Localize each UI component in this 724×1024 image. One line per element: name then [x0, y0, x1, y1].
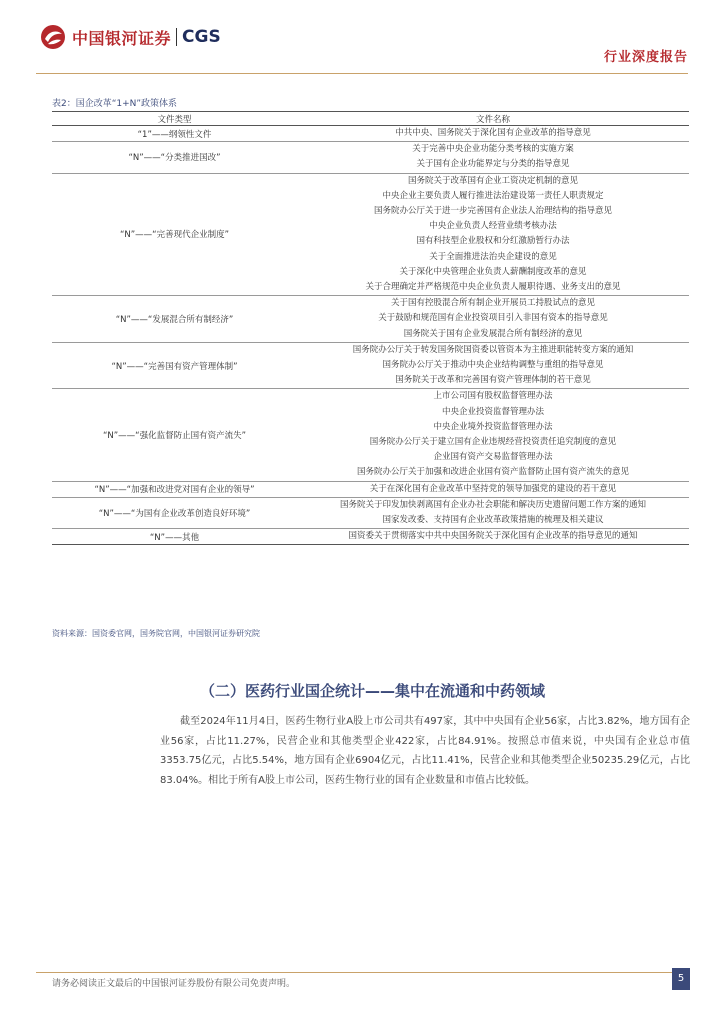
table-caption: 表2：国企改革“1+N”政策体系 — [52, 99, 178, 109]
document-name-cell: 国务院办公厅关于进一步完善国有企业法人治理结构的指导意见 — [373, 206, 612, 217]
document-name-cell: 中央企业境外投资监督管理办法 — [433, 421, 553, 432]
footer-disclaimer: 请务必阅读正文最后的中国银河证券股份有限公司免责声明。 — [52, 979, 296, 989]
logo-cgs: CGS — [182, 27, 221, 47]
document-name-cell: 关于国有企业功能界定与分类的指导意见 — [416, 159, 570, 170]
table-row — [52, 529, 689, 545]
table-row — [52, 173, 689, 189]
document-name-cell: 关于深化中央管理企业负责人薪酬制度改革的意见 — [399, 266, 587, 277]
document-name-cell: 中共中央、国务院关于深化国有企业改革的指导意见 — [395, 128, 591, 138]
table-header-row — [52, 112, 689, 126]
table-row — [52, 389, 689, 405]
document-type-cell: “N”——“发展混合所有制经济” — [52, 296, 297, 343]
document-name-cell: 国务院关于改革和完善国有资产管理体制的若干意见 — [395, 375, 591, 386]
document-name-cell: 国务院关于国有企业发展混合所有制经济的意见 — [403, 328, 583, 339]
table-source: 资料来源：国资委官网，国务院官网，中国银河证券研究院 — [52, 629, 260, 638]
document-name-cell: 关于鼓励和规范国有企业投资项目引入非国有资本的指导意见 — [378, 313, 608, 324]
page-header — [0, 0, 724, 80]
document-type-cell: “N”——“完善国有资产管理体制” — [52, 342, 297, 389]
document-type-cell: “N”——“为国有企业改革创造良好环境” — [52, 497, 297, 528]
document-name-cell: 国务院办公厅关于转发国务院国资委以管资本为主推进职能转变方案的通知 — [297, 342, 689, 358]
document-name-cell: 企业国有资产交易监督管理办法 — [433, 452, 553, 463]
document-name-cell: 国资委关于贯彻落实中共中央国务院关于深化国有企业改革的指导意见的通知 — [297, 529, 689, 545]
page-number: 5 — [672, 968, 690, 990]
document-name-cell: 国务院关于改革国有企业工资决定机制的意见 — [297, 173, 689, 189]
document-name-cell: 关于国有控股混合所有制企业开展员工持股试点的意见 — [297, 296, 689, 312]
document-name-cell: 国务院办公厅关于建立国有企业违规经营投资责任追究制度的意见 — [369, 437, 617, 448]
logo-separator — [176, 28, 177, 46]
document-name-cell: 关于全面推进法治央企建设的意见 — [429, 251, 557, 262]
document-type-cell: “1”——纲领性文件 — [137, 129, 212, 140]
document-type-cell: “N”——“加强和改进党对国有企业的领导” — [52, 481, 297, 497]
column-header-name: 文件名称 — [297, 112, 689, 126]
document-type-cell: “N”——“完善现代企业制度” — [52, 173, 297, 296]
document-type-cell: “N”——“分类推进国改” — [52, 142, 297, 173]
policy-table — [52, 111, 689, 545]
column-header-type: 文件类型 — [52, 112, 297, 126]
body-paragraph: 截至2024年11月4日，医药生物行业A股上市公司共有497家，其中中央国有企业56家，占比3.82%，地方国有企业56家，占比11.27%，民营企业和其他类型企业422家，占比84.91%。按照总市值来说，中央国有企业总市值3353.75亿元，占比5.54%，地方国有企业6904亿元，占比11.41%，民营企业和其他类型企业50235.29亿元，占比83.04%。相比于所有A股上市公司，医药生物行业的国有企业数量和市值占比较低。 — [160, 716, 690, 786]
table-row — [52, 296, 689, 312]
document-name-cell: 中央企业主要负责人履行推进法治建设第一责任人职责规定 — [382, 190, 604, 201]
table-body — [52, 126, 689, 545]
section-title: （二）医药行业国企统计——集中在流通和中药领域 — [200, 682, 546, 700]
document-name-cell: 国务院办公厅关于推动中央企业结构调整与重组的指导意见 — [382, 360, 604, 371]
report-type: 行业深度报告 — [603, 50, 688, 65]
table-row — [52, 142, 689, 158]
document-name-cell: 国家发改委、支持国有企业改革政策措施的梳理及相关建议 — [382, 515, 604, 526]
document-name-cell: 国务院关于印发加快剥离国有企业办社会职能和解决历史遗留问题工作方案的通知 — [297, 497, 689, 513]
document-name-cell: 关于合理确定并严格规范中央企业负责人履职待遇、业务支出的意见 — [365, 282, 621, 293]
document-name-cell: 国有科技型企业股权和分红激励暂行办法 — [416, 236, 570, 247]
table-row — [52, 342, 689, 358]
footer-divider — [36, 972, 688, 973]
table-row — [52, 481, 689, 497]
table-row — [52, 126, 689, 142]
table-row — [52, 497, 689, 513]
document-name-cell: 国务院办公厅关于加强和改进企业国有资产监督防止国有资产流失的意见 — [356, 467, 629, 478]
document-type-cell: “N”——其他 — [52, 529, 297, 545]
document-type-cell: “N”——“强化监督防止国有资产流失” — [52, 389, 297, 481]
document-name-cell: 关于在深化国有企业改革中坚持党的领导加强党的建设的若干意见 — [297, 481, 689, 497]
document-name-cell: 中央企业投资监督管理办法 — [441, 406, 544, 417]
document-name-cell: 关于完善中央企业功能分类考核的实施方案 — [297, 142, 689, 158]
document-name-cell: 上市公司国有股权监督管理办法 — [297, 389, 689, 405]
galaxy-logo-icon — [40, 24, 66, 50]
document-name-cell: 中央企业负责人经营业绩考核办法 — [429, 221, 557, 232]
logo-text: 中国银河证券 — [72, 28, 172, 48]
company-logo — [40, 24, 221, 50]
header-divider — [36, 73, 688, 74]
